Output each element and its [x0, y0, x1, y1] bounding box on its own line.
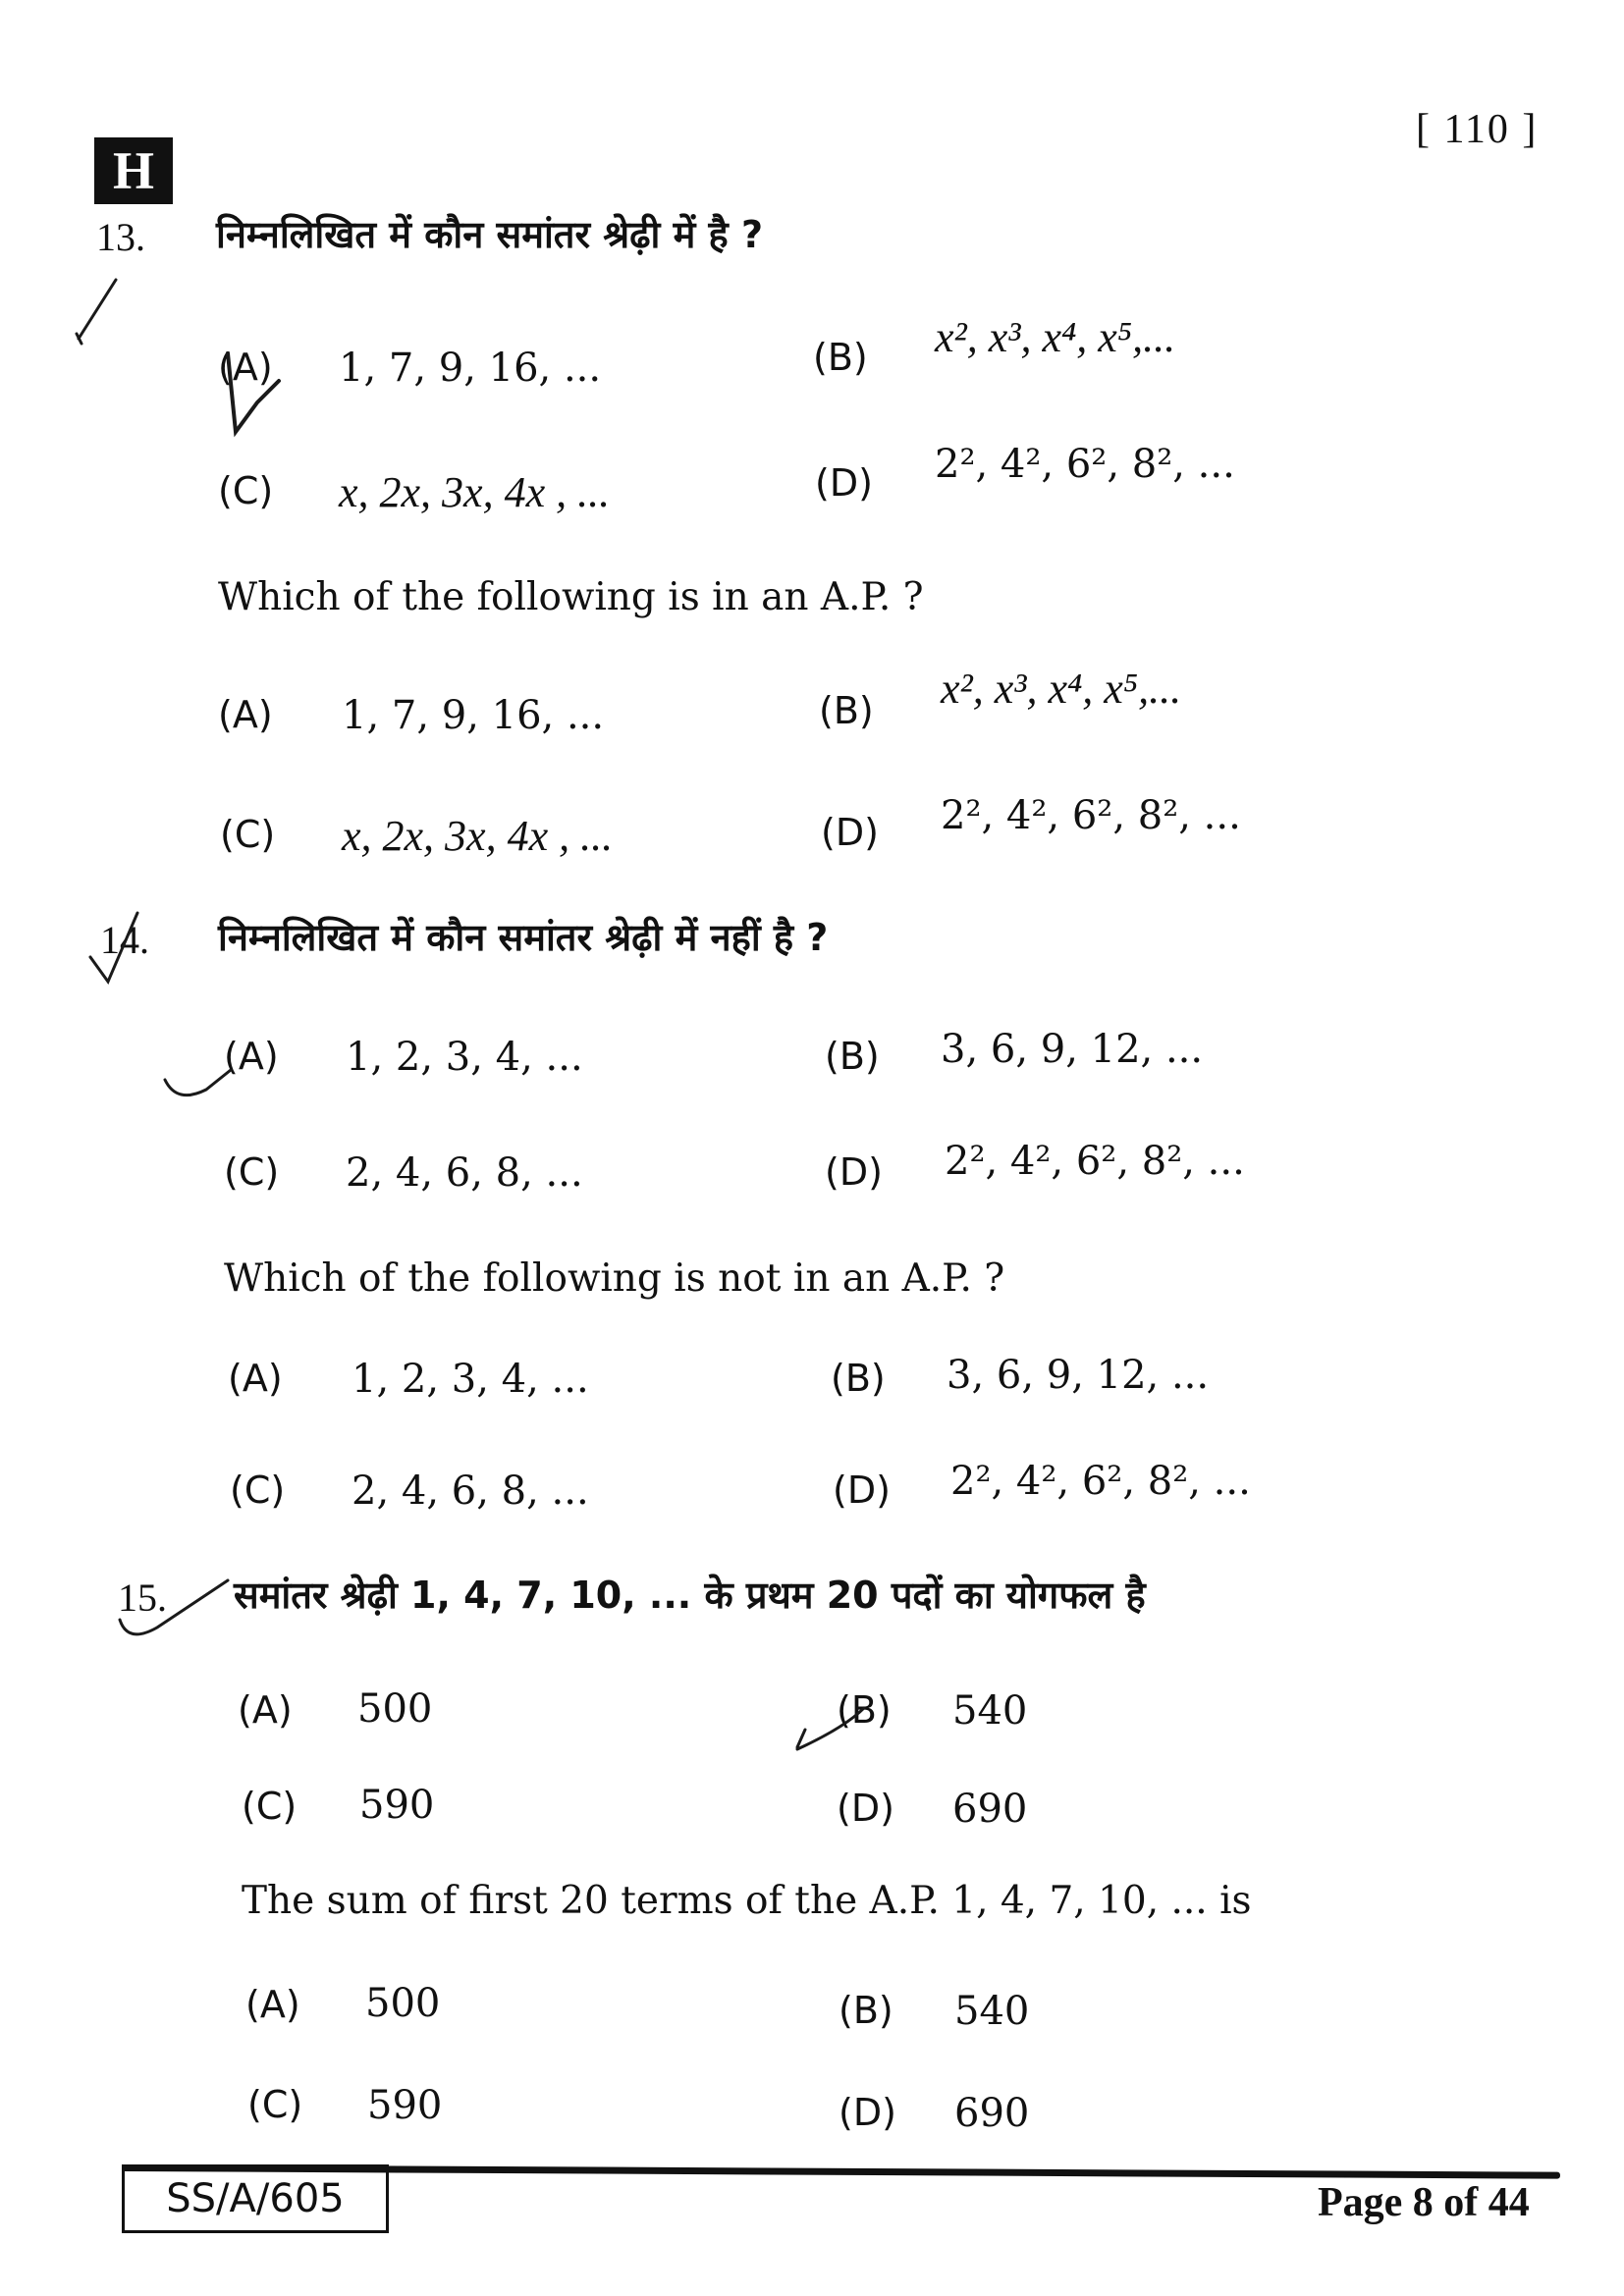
q14-en-option-b-label: (B): [831, 1357, 886, 1400]
page-marker: [ 110 ]: [1416, 107, 1539, 152]
q13-hi-option-d-label: (D): [815, 461, 873, 505]
q15-en-option-d-value: 690: [954, 2091, 1030, 2136]
q14-hi-option-c-value: 2, 4, 6, 8, ...: [346, 1150, 583, 1196]
question-15-hindi: समांतर श्रेढ़ी 1, 4, 7, 10, ... के प्रथम 20 पदों का योगफल है: [234, 1574, 1146, 1617]
q13-en-option-b-label: (B): [819, 689, 874, 732]
q14-hi-option-d-value: 2², 4², 6², 8², ...: [945, 1139, 1245, 1184]
q15-en-option-d-label: (D): [839, 2091, 896, 2134]
page-info: Page 8 of 44: [1318, 2180, 1530, 2225]
q15-hi-option-d-value: 690: [952, 1787, 1028, 1832]
q15-en-option-a-value: 500: [365, 1981, 441, 2026]
q15-hi-option-a-label: (A): [238, 1688, 293, 1732]
q15-en-option-c-value: 590: [367, 2083, 443, 2128]
q14-hi-option-a-value: 1, 2, 3, 4, ...: [346, 1035, 583, 1080]
q14-hi-option-d-label: (D): [825, 1150, 883, 1194]
q13-en-option-c-label: (C): [220, 813, 276, 856]
q13-hi-option-a-value: 1, 7, 9, 16, ...: [339, 346, 602, 391]
q15-hi-option-d-label: (D): [837, 1787, 894, 1830]
question-14-english: Which of the following is not in an A.P. ?: [224, 1256, 1005, 1301]
question-14-hindi: निम्नलिखित में कौन समांतर श्रेढ़ी में नहीं है ?: [218, 916, 829, 959]
q15-en-option-b-value: 540: [954, 1989, 1030, 2034]
question-14-number: 14.: [100, 918, 149, 962]
q14-en-option-b-value: 3, 6, 9, 12, ...: [947, 1353, 1210, 1398]
q15-hi-option-c-label: (C): [242, 1785, 298, 1828]
q13-hi-option-b-label: (B): [813, 336, 868, 379]
question-13-number: 13.: [96, 215, 145, 259]
q13-hi-option-a-label: (A): [218, 346, 273, 389]
q15-hi-option-a-value: 500: [357, 1686, 433, 1732]
q14-hi-option-c-label: (C): [224, 1150, 280, 1194]
q15-en-option-a-label: (A): [245, 1983, 300, 2026]
q13-en-option-a-value: 1, 7, 9, 16, ...: [342, 693, 605, 738]
q13-en-option-b-value: x², x³, x⁴, x⁵,...: [941, 665, 1182, 713]
q13-hi-option-d-value: 2², 4², 6², 8², ...: [935, 442, 1235, 487]
q13-en-option-d-value: 2², 4², 6², 8², ...: [941, 793, 1241, 838]
q14-hi-option-b-label: (B): [825, 1035, 880, 1078]
q14-en-option-c-value: 2, 4, 6, 8, ...: [352, 1468, 589, 1514]
q14-en-option-a-label: (A): [228, 1357, 283, 1400]
q13-en-option-a-label: (A): [218, 693, 273, 736]
set-badge: H: [94, 137, 173, 204]
q15-en-option-c-label: (C): [247, 2083, 303, 2126]
q13-hi-option-c-value: x, 2x, 3x, 4x , ...: [339, 468, 611, 516]
paper-code: SS/A/605: [122, 2164, 389, 2233]
q14-en-option-c-label: (C): [230, 1468, 286, 1512]
q14-en-option-d-label: (D): [833, 1468, 891, 1512]
q15-hi-option-b-label: (B): [837, 1688, 892, 1732]
q15-en-option-b-label: (B): [839, 1989, 893, 2032]
q14-hi-option-a-label: (A): [224, 1035, 279, 1078]
q14-en-option-d-value: 2², 4², 6², 8², ...: [950, 1459, 1251, 1504]
question-13-hindi: निम्नलिखित में कौन समांतर श्रेढ़ी में है ?: [216, 213, 764, 256]
q13-en-option-d-label: (D): [821, 811, 879, 854]
q15-hi-option-b-value: 540: [952, 1688, 1028, 1734]
q14-hi-option-b-value: 3, 6, 9, 12, ...: [941, 1027, 1204, 1072]
q14-en-option-a-value: 1, 2, 3, 4, ...: [352, 1357, 589, 1402]
q15-hi-option-c-value: 590: [359, 1783, 435, 1828]
question-15-english: The sum of first 20 terms of the A.P. 1, 4, 7, 10, ... is: [242, 1879, 1252, 1923]
q13-hi-option-b-value: x², x³, x⁴, x⁵,...: [935, 313, 1176, 361]
q13-en-option-c-value: x, 2x, 3x, 4x , ...: [342, 812, 614, 860]
question-13-english: Which of the following is in an A.P. ?: [218, 575, 924, 619]
q13-hi-option-c-label: (C): [218, 469, 274, 512]
question-15-number: 15.: [118, 1575, 167, 1620]
